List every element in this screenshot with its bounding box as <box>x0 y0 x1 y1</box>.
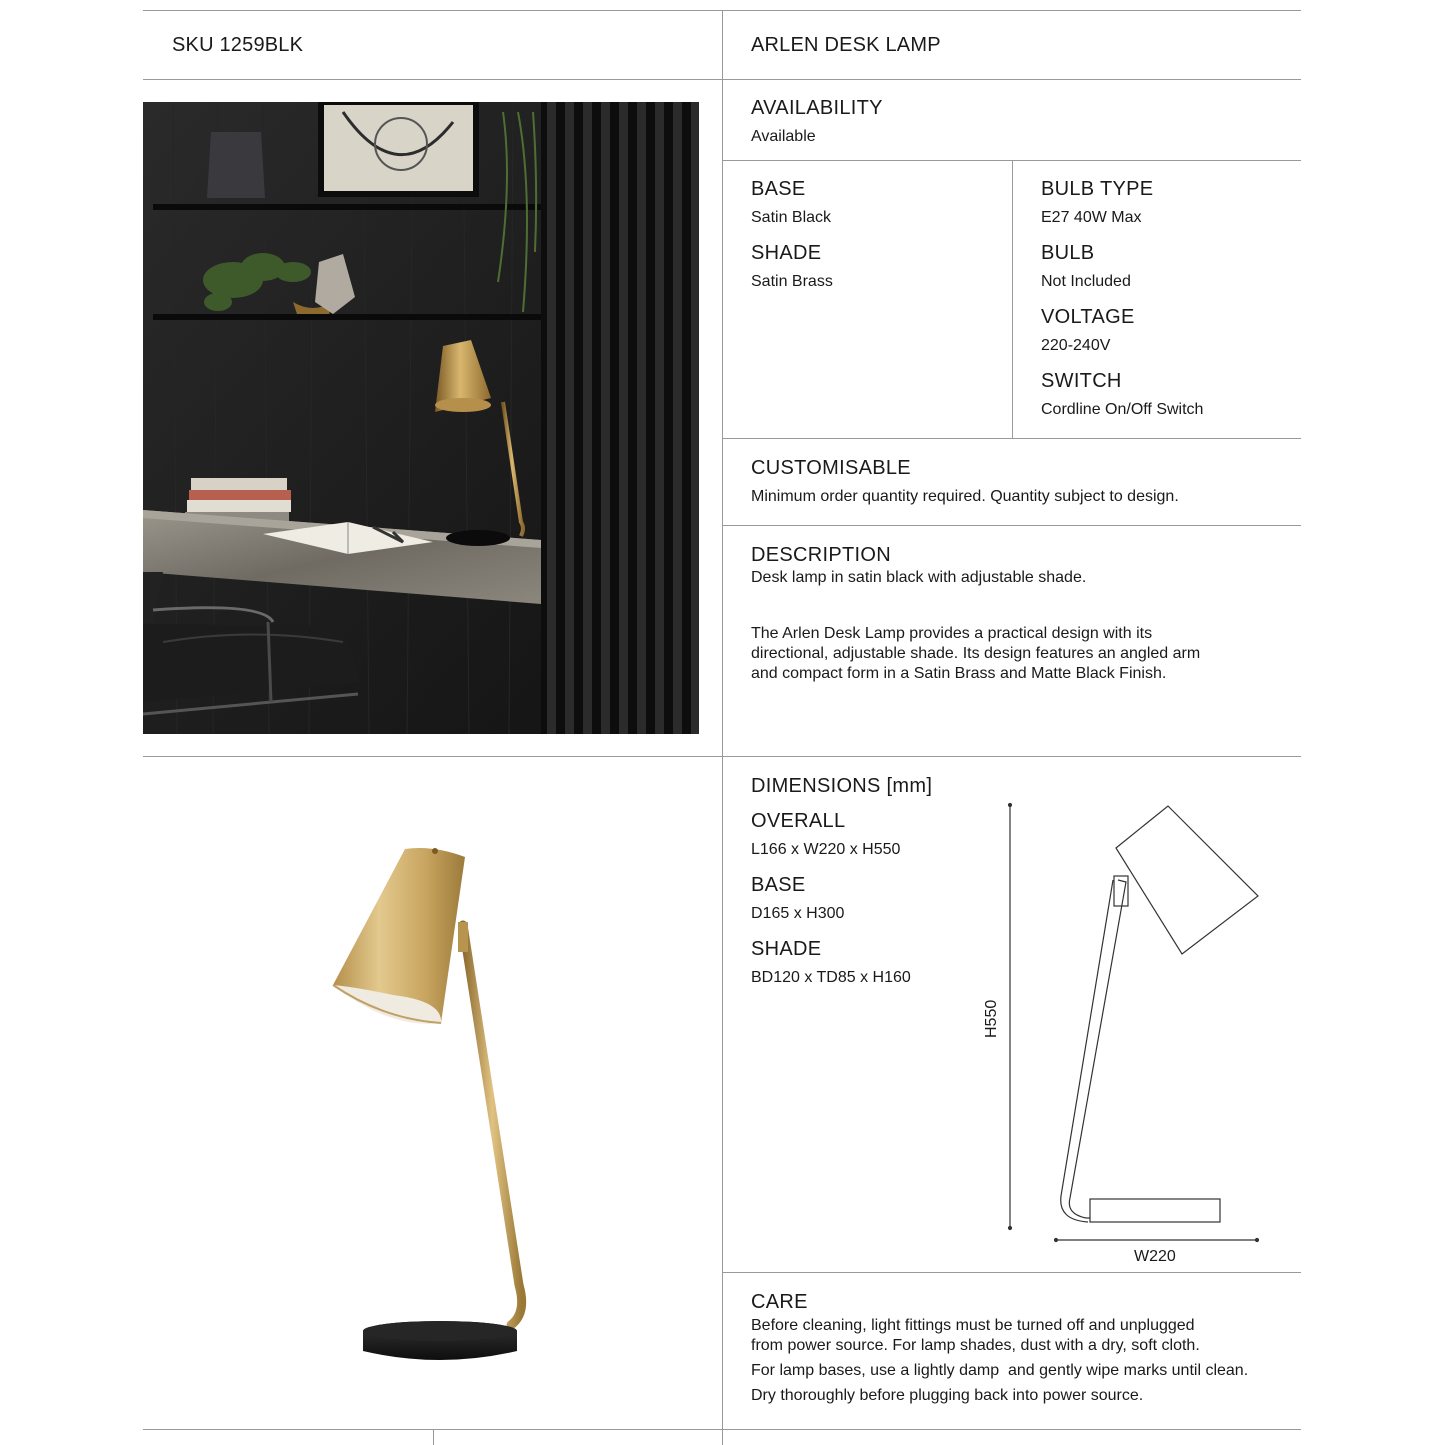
dimension-drawing-lines <box>970 790 1290 1270</box>
customisable-value: Minimum order quantity required. Quantity subject to design. <box>751 488 1179 505</box>
customisable-label: CUSTOMISABLE <box>751 457 911 479</box>
rule-specs-divider <box>1012 160 1013 438</box>
lifestyle-photo <box>143 102 699 734</box>
spec-bulb-label: BULB <box>1041 242 1095 264</box>
dim-overall-label: OVERALL <box>751 810 846 832</box>
care-line-3: For lamp bases, use a lightly damp and gently wipe marks until clean. <box>751 1362 1249 1379</box>
spec-base-label: BASE <box>751 178 806 200</box>
spec-bulb-type-label: BULB TYPE <box>1041 178 1154 200</box>
dim-base-label: BASE <box>751 874 806 896</box>
availability-value: Available <box>751 128 816 145</box>
description-summary: Desk lamp in satin black with adjustable shade. <box>751 569 1087 586</box>
rule-dimensions-bottom <box>722 1272 1301 1273</box>
rule-center <box>722 10 723 1445</box>
spec-switch-value: Cordline On/Off Switch <box>1041 401 1204 418</box>
width-dimension-label: W220 <box>1134 1248 1176 1265</box>
product-photo-lamp <box>143 757 722 1429</box>
height-dimension-label: H550 <box>983 999 1000 1038</box>
dimension-drawing <box>970 790 1290 1270</box>
spec-bulb-value: Not Included <box>1041 273 1131 290</box>
lamp-illustration <box>143 757 722 1429</box>
dim-shade-value: BD120 x TD85 x H160 <box>751 969 911 986</box>
lifestyle-photo-illustration <box>143 102 699 734</box>
dimensions-label: DIMENSIONS [mm] <box>751 775 933 797</box>
description-label: DESCRIPTION <box>751 544 891 566</box>
description-line-3: and compact form in a Satin Brass and Matte Black Finish. <box>751 665 1167 682</box>
description-line-1: The Arlen Desk Lamp provides a practical design with its <box>751 625 1153 642</box>
spec-voltage-label: VOLTAGE <box>1041 306 1135 328</box>
spec-bulb-type-value: E27 40W Max <box>1041 209 1142 226</box>
spec-shade-value: Satin Brass <box>751 273 833 290</box>
product-name: ARLEN DESK LAMP <box>751 34 941 56</box>
spec-switch-label: SWITCH <box>1041 370 1122 392</box>
dim-overall-value: L166 x W220 x H550 <box>751 841 901 858</box>
dim-shade-label: SHADE <box>751 938 822 960</box>
spec-shade-label: SHADE <box>751 242 822 264</box>
care-label: CARE <box>751 1291 808 1313</box>
availability-label: AVAILABILITY <box>751 97 883 119</box>
rule-specs-bottom <box>722 438 1301 439</box>
spec-voltage-value: 220-240V <box>1041 337 1111 354</box>
sku-label: SKU 1259BLK <box>172 34 304 56</box>
care-line-2: from power source. For lamp shades, dust with a dry, soft cloth. <box>751 1337 1200 1354</box>
dim-base-value: D165 x H300 <box>751 905 845 922</box>
spec-base-value: Satin Black <box>751 209 832 226</box>
rule-customisable-bottom <box>722 525 1301 526</box>
rule-footer-tick <box>433 1429 434 1445</box>
care-line-1: Before cleaning, light fittings must be turned off and unplugged <box>751 1317 1195 1334</box>
description-line-2: directional, adjustable shade. Its design features an angled arm <box>751 645 1201 662</box>
care-line-4: Dry thoroughly before plugging back into power source. <box>751 1387 1144 1404</box>
